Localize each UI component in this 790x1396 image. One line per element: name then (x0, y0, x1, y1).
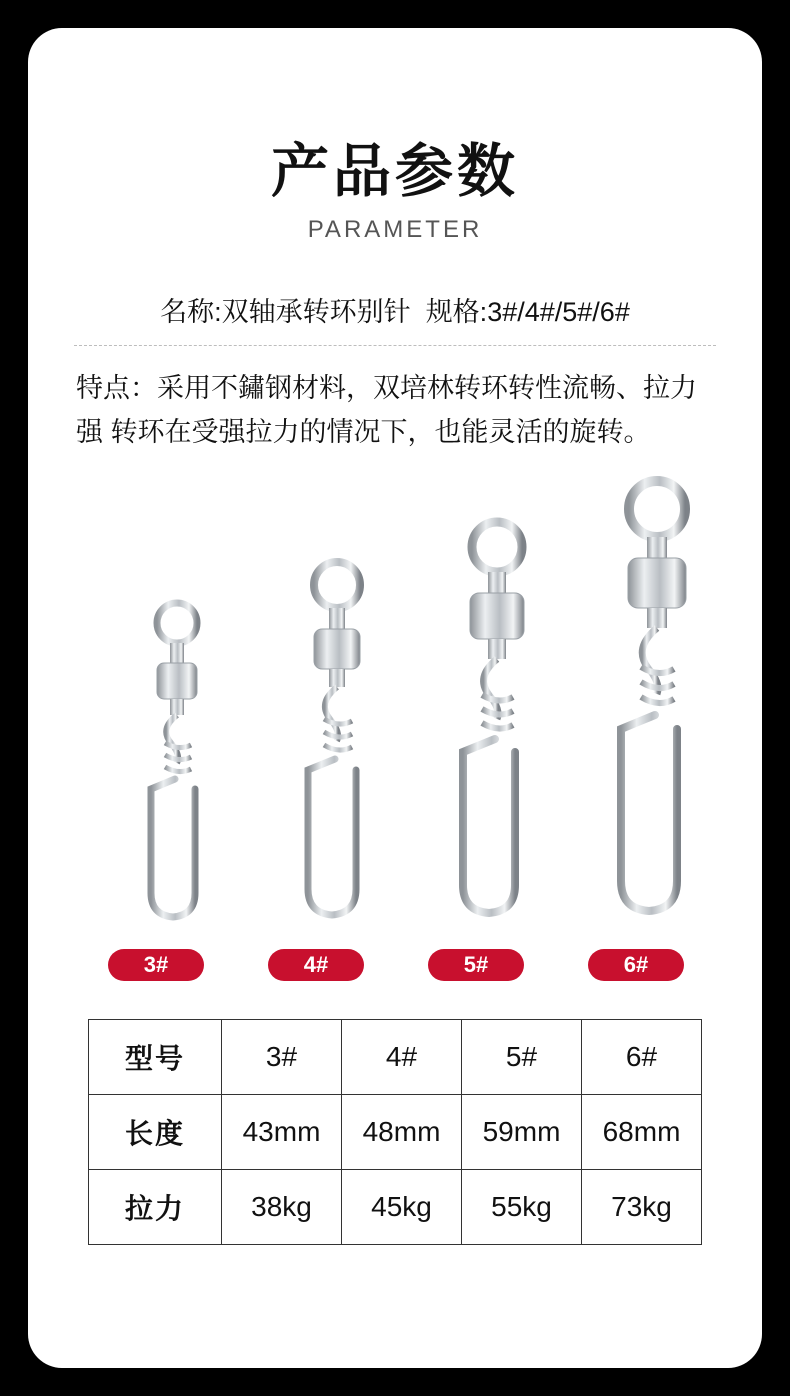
product-image-3 (102, 593, 252, 943)
product-image-5 (422, 513, 572, 943)
spec-summary (70, 290, 720, 345)
product-parameter-card (28, 28, 762, 1368)
cell-strength-5: 55kg (462, 1169, 582, 1244)
product-images (28, 473, 762, 943)
swivel-snap-icon-3 (117, 593, 237, 943)
cell-model-6: 6# (582, 1019, 702, 1094)
table-row (89, 1094, 702, 1169)
feature-text: 采用不鏽钢材料，双培林转环转性流畅、拉力强 转环在受强拉力的情况下，也能灵活的旋转。 (76, 372, 697, 448)
cell-length-5: 59mm (462, 1094, 582, 1169)
title-english: PARAMETER (307, 215, 483, 243)
cell-model-5: 5# (462, 1019, 582, 1094)
table-row (89, 1169, 702, 1244)
table-row (89, 1019, 702, 1094)
cell-length-4: 48mm (342, 1094, 462, 1169)
product-badges (28, 949, 762, 995)
cell-model-4: 4# (342, 1019, 462, 1094)
badge-size-6: 6# (588, 949, 684, 981)
product-image-4 (262, 553, 412, 943)
badge-size-3: 3# (108, 949, 204, 981)
divider (74, 345, 716, 346)
spec-table (88, 1019, 702, 1245)
cell-strength-3: 38kg (222, 1169, 342, 1244)
row-head-strength: 拉力 (89, 1169, 222, 1244)
cell-strength-4: 45kg (342, 1169, 462, 1244)
cell-model-3: 3# (222, 1019, 342, 1094)
feature-label: 特点： (76, 372, 157, 403)
spec-table-wrap (88, 1019, 702, 1245)
spec-name-label: 名称: (160, 296, 222, 327)
cell-length-6: 68mm (582, 1094, 702, 1169)
badge-size-4: 4# (268, 949, 364, 981)
spec-size-label: 规格: (425, 296, 488, 327)
row-head-length: 长度 (89, 1094, 222, 1169)
cell-strength-6: 73kg (582, 1169, 702, 1244)
swivel-snap-icon-4 (277, 553, 397, 943)
cell-length-3: 43mm (222, 1094, 342, 1169)
badge-size-5: 5# (428, 949, 524, 981)
swivel-snap-icon-5 (432, 513, 562, 943)
spec-name-value: 双轴承转环别针 (221, 296, 411, 327)
title-chinese: 产品参数 (270, 139, 519, 204)
swivel-snap-icon-6 (592, 473, 722, 943)
product-image-6 (582, 473, 732, 943)
page-title (28, 140, 762, 244)
feature-paragraph (76, 366, 714, 455)
row-head-model: 型号 (89, 1019, 222, 1094)
spec-size-value: 3#/4#/5#/6# (487, 296, 630, 327)
